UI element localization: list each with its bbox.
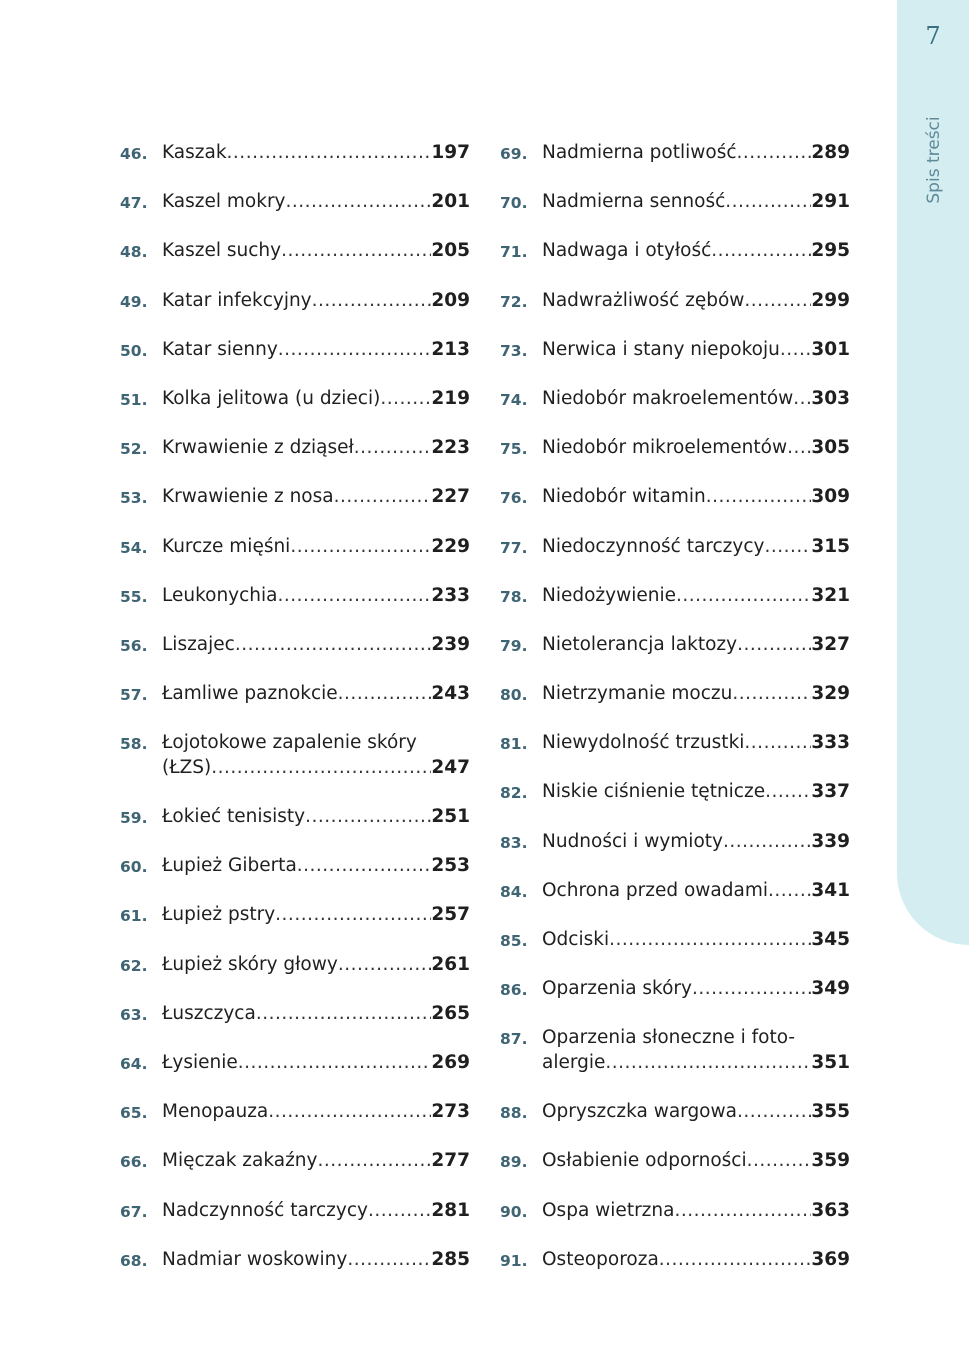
toc-entry-page: 277 bbox=[431, 1150, 470, 1172]
dot-leader bbox=[674, 1199, 811, 1224]
toc-entry-page: 333 bbox=[811, 732, 850, 754]
toc-entry[interactable] bbox=[120, 387, 470, 412]
toc-entry-page: 229 bbox=[431, 535, 470, 557]
toc-entry-title: Łupież Giberta bbox=[162, 855, 297, 877]
toc-entry-title: Łokieć tenisisty bbox=[162, 806, 306, 828]
dot-leader bbox=[780, 338, 812, 363]
dot-leader bbox=[787, 436, 811, 461]
dot-leader bbox=[338, 953, 432, 978]
toc-entry[interactable] bbox=[120, 289, 470, 314]
dot-leader bbox=[305, 805, 431, 830]
toc-entry[interactable] bbox=[120, 1149, 470, 1174]
toc-entry[interactable] bbox=[500, 1026, 850, 1075]
toc-entry-number: 88. bbox=[500, 1104, 528, 1123]
dot-leader bbox=[238, 1051, 432, 1076]
toc-entry-title: Nietolerancja laktozy bbox=[542, 633, 738, 655]
toc-entry-number: 79. bbox=[500, 636, 528, 655]
dot-leader bbox=[737, 633, 811, 658]
toc-entry[interactable] bbox=[500, 977, 850, 1002]
toc-entry[interactable] bbox=[120, 190, 470, 215]
toc-entry[interactable] bbox=[120, 682, 470, 707]
toc-entry-title: Łamliwe paznokcie bbox=[162, 683, 338, 705]
toc-entry[interactable] bbox=[500, 436, 850, 461]
dot-leader bbox=[605, 1051, 811, 1076]
toc-entry-page: 257 bbox=[431, 904, 470, 926]
toc-entry-number: 58. bbox=[120, 735, 148, 754]
toc-entry-number: 51. bbox=[120, 390, 148, 409]
dot-leader bbox=[275, 903, 431, 928]
toc-entry-title: Kaszak bbox=[162, 142, 227, 163]
toc-entry[interactable] bbox=[500, 633, 850, 658]
toc-entry[interactable] bbox=[120, 854, 470, 879]
toc-entry-number: 71. bbox=[500, 243, 528, 262]
toc-entry[interactable] bbox=[500, 485, 850, 510]
toc-entry-page: 261 bbox=[431, 953, 470, 975]
toc-entry-number: 78. bbox=[500, 587, 528, 606]
toc-entry[interactable] bbox=[500, 387, 850, 412]
toc-entry-number: 76. bbox=[500, 489, 528, 508]
toc-entry-page: 219 bbox=[431, 387, 470, 409]
toc-entry-title: Niskie ciśnienie tętnicze bbox=[542, 781, 766, 803]
toc-entry-number: 57. bbox=[120, 686, 148, 705]
toc-entry-number: 54. bbox=[120, 538, 148, 557]
toc-entry-number: 56. bbox=[120, 636, 148, 655]
toc-entry-title: Niedobór mikroelementów bbox=[542, 437, 788, 459]
toc-entry-number: 68. bbox=[120, 1251, 148, 1270]
toc-entry-title: Łysienie bbox=[162, 1051, 238, 1073]
toc-entry-page: 337 bbox=[811, 781, 850, 803]
dot-leader bbox=[380, 387, 431, 412]
toc-entry-page: 315 bbox=[811, 535, 850, 557]
toc-column-right bbox=[500, 141, 850, 1297]
toc-entry-title: Oparzenia skóry bbox=[542, 978, 692, 1000]
toc-entry-number: 60. bbox=[120, 858, 148, 877]
toc-entry-title: Niedobór makroelementów bbox=[542, 387, 794, 409]
toc-entry-title: alergie bbox=[542, 1051, 606, 1073]
toc-entry[interactable] bbox=[500, 682, 850, 707]
toc-entry[interactable] bbox=[500, 1149, 850, 1174]
toc-entry-page: 291 bbox=[811, 191, 850, 213]
toc-entry[interactable] bbox=[120, 535, 470, 560]
toc-entry-page: 295 bbox=[811, 240, 850, 262]
toc-entry-title: (ŁZS) bbox=[162, 756, 212, 778]
toc-entry-number: 65. bbox=[120, 1104, 148, 1123]
toc-entry[interactable] bbox=[500, 338, 850, 363]
toc-entry-number: 52. bbox=[120, 440, 148, 459]
toc-entry-page: 321 bbox=[811, 584, 850, 606]
toc-entry[interactable] bbox=[500, 830, 850, 855]
toc-entry-title: Opryszczka wargowa bbox=[542, 1101, 737, 1123]
toc-entry-title: Niedożywienie bbox=[542, 584, 676, 606]
toc-entry-title: Menopauza bbox=[162, 1101, 269, 1123]
toc-entry[interactable] bbox=[120, 1002, 470, 1027]
toc-entry-title: Niedobór witamin bbox=[542, 486, 706, 508]
dot-leader bbox=[737, 141, 812, 166]
toc-entry-title: Nadmierna potliwość bbox=[542, 142, 737, 163]
toc-entry-number: 70. bbox=[500, 194, 528, 213]
toc-entry-title: Ospa wietrzna bbox=[542, 1199, 675, 1221]
dot-leader bbox=[312, 289, 432, 314]
dot-leader bbox=[281, 239, 431, 264]
toc-entry[interactable] bbox=[500, 1199, 850, 1224]
toc-entry[interactable] bbox=[120, 485, 470, 510]
toc-entry-number: 48. bbox=[120, 243, 148, 262]
toc-entry-title: Nadmiar woskowiny bbox=[162, 1248, 348, 1270]
toc-entry-page: 345 bbox=[811, 929, 850, 950]
toc-entry[interactable] bbox=[500, 239, 850, 264]
dot-leader bbox=[747, 1149, 812, 1174]
dot-leader bbox=[609, 928, 811, 953]
toc-entry-page: 273 bbox=[431, 1101, 470, 1123]
toc-entry-page: 349 bbox=[811, 978, 850, 1000]
toc-entry-page: 209 bbox=[431, 289, 470, 311]
toc-entry-title: Nadczynność tarczycy bbox=[162, 1199, 368, 1221]
dot-leader bbox=[354, 436, 432, 461]
page-number: 7 bbox=[925, 22, 941, 50]
toc-entry[interactable] bbox=[120, 338, 470, 363]
toc-entry-number: 64. bbox=[120, 1054, 148, 1073]
toc-entry[interactable] bbox=[120, 1248, 470, 1273]
toc-entry-page: 289 bbox=[811, 142, 850, 163]
toc-entry-number: 82. bbox=[500, 784, 528, 803]
toc-entry-number: 89. bbox=[500, 1153, 528, 1172]
toc-entry-page: 213 bbox=[431, 338, 470, 360]
toc-entry-title: Nadwrażliwość zębów bbox=[542, 289, 745, 311]
toc-entry-number: 66. bbox=[120, 1153, 148, 1172]
toc-entry-number: 59. bbox=[120, 809, 148, 828]
toc-entry[interactable] bbox=[120, 436, 470, 461]
toc-entry-number: 74. bbox=[500, 390, 528, 409]
toc-entry-number: 46. bbox=[120, 145, 148, 163]
dot-leader bbox=[764, 535, 811, 560]
toc-entry-title: Nadmierna senność bbox=[542, 191, 726, 213]
toc-entry-number: 83. bbox=[500, 833, 528, 852]
dot-leader bbox=[290, 535, 431, 560]
toc-entry-page: 243 bbox=[431, 683, 470, 705]
toc-entry[interactable] bbox=[120, 584, 470, 609]
toc-entry-number: 61. bbox=[120, 907, 148, 926]
toc-entry-title: Odciski bbox=[542, 929, 610, 950]
toc-entry-number: 72. bbox=[500, 292, 528, 311]
toc-entry-title: Łuszczyca bbox=[162, 1002, 256, 1024]
toc-entry-title: Nietrzymanie moczu bbox=[542, 683, 733, 705]
dot-leader bbox=[278, 584, 432, 609]
toc-entry-page: 197 bbox=[431, 142, 470, 163]
dot-leader bbox=[768, 879, 811, 904]
dot-leader bbox=[723, 830, 811, 855]
toc-entry-title: Krwawienie z dziąseł bbox=[162, 437, 354, 459]
toc-entry-number: 77. bbox=[500, 538, 528, 557]
toc-entry-number: 49. bbox=[120, 292, 148, 311]
toc-entry-page: 251 bbox=[431, 806, 470, 828]
dot-leader bbox=[256, 1002, 432, 1027]
toc-entry-number: 75. bbox=[500, 440, 528, 459]
dot-leader bbox=[732, 682, 811, 707]
toc-entry-page: 329 bbox=[811, 683, 850, 705]
toc-entry-page: 247 bbox=[431, 756, 470, 778]
toc-entry-number: 87. bbox=[500, 1030, 528, 1049]
dot-leader bbox=[725, 190, 811, 215]
toc-entry-number: 86. bbox=[500, 981, 528, 1000]
toc-entry-page: 355 bbox=[811, 1101, 850, 1123]
toc-entry-number: 84. bbox=[500, 882, 528, 901]
toc-column-left bbox=[120, 141, 470, 1297]
toc-entry-page: 351 bbox=[811, 1051, 850, 1073]
toc-entry-title: Kurcze mięśni bbox=[162, 535, 291, 557]
toc-entry-title: Nadwaga i otyłość bbox=[542, 240, 712, 262]
toc-entry-title: Katar infekcyjny bbox=[162, 289, 312, 311]
toc-entry[interactable] bbox=[500, 141, 850, 166]
dot-leader bbox=[338, 682, 432, 707]
dot-leader bbox=[744, 289, 811, 314]
toc-entry-number: 55. bbox=[120, 587, 148, 606]
toc-entry[interactable] bbox=[500, 190, 850, 215]
toc-entry[interactable] bbox=[120, 1051, 470, 1076]
toc-entry-page: 239 bbox=[431, 633, 470, 655]
toc-entry-page: 205 bbox=[431, 240, 470, 262]
dot-leader bbox=[676, 584, 811, 609]
toc-entry-page: 285 bbox=[431, 1248, 470, 1270]
toc-entry-title: Mięczak zakaźny bbox=[162, 1150, 318, 1172]
dot-leader bbox=[317, 1149, 431, 1174]
dot-leader bbox=[278, 338, 432, 363]
toc-entry-number: 53. bbox=[120, 489, 148, 508]
toc-entry[interactable] bbox=[120, 805, 470, 830]
toc-entry-title: Osteoporoza bbox=[542, 1248, 659, 1270]
toc-entry-page: 223 bbox=[431, 437, 470, 459]
toc-entry-page: 269 bbox=[431, 1051, 470, 1073]
toc-entry[interactable] bbox=[500, 1248, 850, 1273]
toc-entry-number: 73. bbox=[500, 341, 528, 360]
toc-entry[interactable] bbox=[500, 731, 850, 756]
toc-entry-number: 90. bbox=[500, 1202, 528, 1221]
toc-entry-title: Niewydolność trzustki bbox=[542, 732, 745, 754]
toc-entry-page: 305 bbox=[811, 437, 850, 459]
dot-leader bbox=[744, 731, 811, 756]
toc-entry-title-line1: Łojotokowe zapalenie skóry bbox=[162, 732, 417, 754]
toc-entry-title: Kolka jelitowa (u dzieci) bbox=[162, 387, 381, 409]
toc-entry-number: 67. bbox=[120, 1202, 148, 1221]
toc-entry-page: 299 bbox=[811, 289, 850, 311]
toc-entry-number: 62. bbox=[120, 956, 148, 975]
toc-entry-title: Niedoczynność tarczycy bbox=[542, 535, 765, 557]
dot-leader bbox=[659, 1248, 812, 1273]
toc-entry[interactable] bbox=[120, 1199, 470, 1224]
toc-entry-page: 253 bbox=[431, 855, 470, 877]
toc-entry-number: 69. bbox=[500, 145, 528, 163]
toc-entry-title: Łupież pstry bbox=[162, 904, 276, 926]
toc-entry-title: Nerwica i stany niepokoju bbox=[542, 338, 780, 360]
dot-leader bbox=[286, 190, 432, 215]
toc-entry-page: 201 bbox=[431, 191, 470, 213]
dot-leader bbox=[347, 1248, 431, 1273]
toc-entry-title: Osłabienie odporności bbox=[542, 1150, 747, 1172]
toc-entry-page: 369 bbox=[811, 1248, 850, 1270]
toc-entry-title-line1: Oparzenia słoneczne i foto- bbox=[542, 1027, 796, 1049]
dot-leader bbox=[706, 485, 812, 510]
dot-leader bbox=[711, 239, 811, 264]
toc-entry[interactable] bbox=[500, 535, 850, 560]
toc-entry-page: 341 bbox=[811, 879, 850, 901]
toc-entry[interactable] bbox=[500, 928, 850, 953]
toc-entry-number: 85. bbox=[500, 932, 528, 950]
toc-entry[interactable] bbox=[500, 584, 850, 609]
toc-entry-number: 80. bbox=[500, 686, 528, 705]
toc-entry-page: 281 bbox=[431, 1199, 470, 1221]
toc-entry-page: 303 bbox=[811, 387, 850, 409]
dot-leader bbox=[235, 633, 432, 658]
toc-entry-title: Nudności i wymioty bbox=[542, 830, 723, 852]
section-label: Spis treści bbox=[924, 116, 944, 204]
toc-entry-title: Krwawienie z nosa bbox=[162, 486, 334, 508]
dot-leader bbox=[368, 1199, 431, 1224]
toc-entry-page: 359 bbox=[811, 1150, 850, 1172]
toc-entry-title: Liszajec bbox=[162, 633, 235, 655]
toc-entry-page: 339 bbox=[811, 830, 850, 852]
toc-entry-page: 233 bbox=[431, 584, 470, 606]
dot-leader bbox=[268, 1100, 431, 1125]
toc-entry[interactable] bbox=[120, 953, 470, 978]
toc-entry[interactable] bbox=[120, 141, 470, 166]
toc-entry-title: Kaszel suchy bbox=[162, 240, 282, 262]
toc-entry-number: 50. bbox=[120, 341, 148, 360]
toc-entry[interactable] bbox=[500, 289, 850, 314]
toc-entry-title: Katar sienny bbox=[162, 338, 278, 360]
toc-entry[interactable] bbox=[120, 633, 470, 658]
toc-entry-page: 227 bbox=[431, 486, 470, 508]
toc-entry-page: 301 bbox=[811, 338, 850, 360]
toc-entry-page: 363 bbox=[811, 1199, 850, 1221]
toc-entry-number: 81. bbox=[500, 735, 528, 754]
toc-entry[interactable] bbox=[120, 903, 470, 928]
toc-entry-page: 265 bbox=[431, 1002, 470, 1024]
toc-entry[interactable] bbox=[500, 879, 850, 904]
toc-entry[interactable] bbox=[120, 239, 470, 264]
toc-entry-title: Łupież skóry głowy bbox=[162, 953, 338, 975]
toc-entry-number: 47. bbox=[120, 194, 148, 213]
toc-entry-page: 327 bbox=[811, 633, 850, 655]
dot-leader bbox=[692, 977, 811, 1002]
toc-entry[interactable] bbox=[500, 1100, 850, 1125]
dot-leader bbox=[737, 1100, 811, 1125]
toc-entry[interactable] bbox=[500, 780, 850, 805]
dot-leader bbox=[765, 780, 811, 805]
dot-leader bbox=[211, 756, 431, 781]
toc-entry-page: 309 bbox=[811, 486, 850, 508]
toc-entry-number: 63. bbox=[120, 1005, 148, 1024]
dot-leader bbox=[334, 485, 432, 510]
toc-entry-title: Kaszel mokry bbox=[162, 191, 286, 213]
dot-leader bbox=[227, 141, 432, 166]
dot-leader bbox=[793, 387, 811, 412]
toc-entry[interactable] bbox=[120, 731, 470, 780]
dot-leader bbox=[297, 854, 432, 879]
toc-entry[interactable] bbox=[120, 1100, 470, 1125]
toc-entry-title: Leukonychia bbox=[162, 584, 278, 606]
toc-entry-number: 91. bbox=[500, 1251, 528, 1270]
toc-entry-title: Ochrona przed owadami bbox=[542, 879, 769, 901]
